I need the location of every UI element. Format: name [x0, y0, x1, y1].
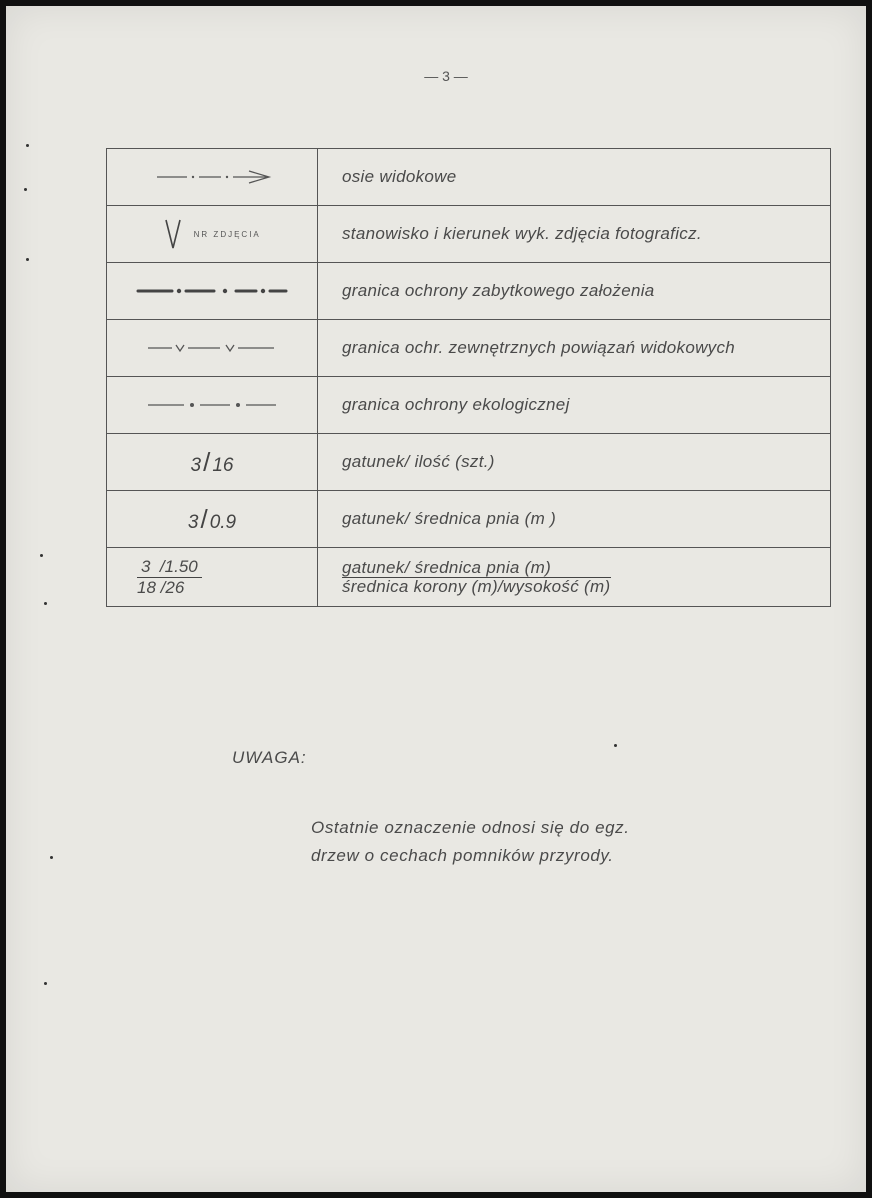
scan-speck: [26, 258, 29, 261]
legend-desc-bottom: średnica korony (m)/wysokość (m): [342, 576, 611, 596]
species-count-symbol: 3/ 16: [107, 434, 318, 491]
note-label: UWAGA:: [232, 748, 307, 767]
scan-speck: [50, 856, 53, 859]
stack-top-right: 1.50: [164, 556, 198, 576]
stack-bottom-left: 18: [137, 577, 156, 597]
fraction-denominator: 0.9: [209, 511, 237, 533]
legend-desc: osie widokowe: [318, 149, 831, 206]
note-line-2: drzew o cechach pomników przyrody.: [311, 846, 614, 865]
scan-speck: [40, 554, 43, 557]
legend-desc: granica ochr. zewnętrznych powiązań widokowych: [318, 320, 831, 377]
legend-row: [107, 206, 831, 263]
note-line-1: Ostatnie oznaczenie odnosi się do egz.: [311, 818, 630, 837]
photo-symbol-label: NR ZDJĘCIA: [193, 229, 261, 239]
legend-desc-stacked: [318, 548, 831, 607]
scan-speck: [44, 982, 47, 985]
stack-top-left: 3: [141, 556, 151, 576]
fraction-numerator: 3: [190, 454, 202, 476]
legend-desc: gatunek/ ilość (szt.): [318, 434, 831, 491]
heritage-border-symbol: [107, 263, 318, 320]
monument-tree-symbol: [107, 548, 318, 607]
legend-desc: stanowisko i kierunek wyk. zdjęcia fotograficz.: [318, 206, 831, 263]
thick-dash-dot-line-icon: [132, 284, 292, 298]
species-diameter-symbol: 3/ 0.9: [107, 491, 318, 548]
scan-speck: [614, 744, 617, 747]
page-number: — 3 —: [424, 68, 468, 84]
legend-row: [107, 377, 831, 434]
legend-row: [107, 491, 831, 548]
legend-table: [106, 148, 831, 607]
fraction-denominator: 16: [212, 454, 234, 476]
legend-desc: granica ochrony ekologicznej: [318, 377, 831, 434]
scan-speck: [26, 144, 29, 147]
legend-desc-top: gatunek/ średnica pnia (m): [342, 559, 611, 578]
stacked-fraction: $\frac{3 /1.50}{18 /26}$: [137, 557, 202, 598]
legend-row: [107, 263, 831, 320]
v-dash-line-icon: [142, 340, 282, 356]
legend-desc: gatunek/ średnica pnia (m ): [318, 491, 831, 548]
ecology-border-symbol: [107, 377, 318, 434]
photo-symbol: [107, 206, 318, 263]
document-page: [6, 6, 866, 1192]
photo-direction-icon: [163, 216, 183, 252]
legend-desc: granica ochrony zabytkowego założenia: [318, 263, 831, 320]
fraction-numerator: 3: [187, 511, 199, 533]
scan-speck: [24, 188, 27, 191]
dot-dash-line-icon: [142, 398, 282, 412]
legend-row: [107, 434, 831, 491]
legend-row: [107, 548, 831, 607]
legend-row: [107, 149, 831, 206]
legend-row: [107, 320, 831, 377]
stack-bottom-right: 26: [165, 577, 185, 597]
view-border-symbol: [107, 320, 318, 377]
dash-arrow-icon: [147, 167, 277, 187]
scan-speck: [44, 602, 47, 605]
axis-arrow-symbol: [107, 149, 318, 206]
